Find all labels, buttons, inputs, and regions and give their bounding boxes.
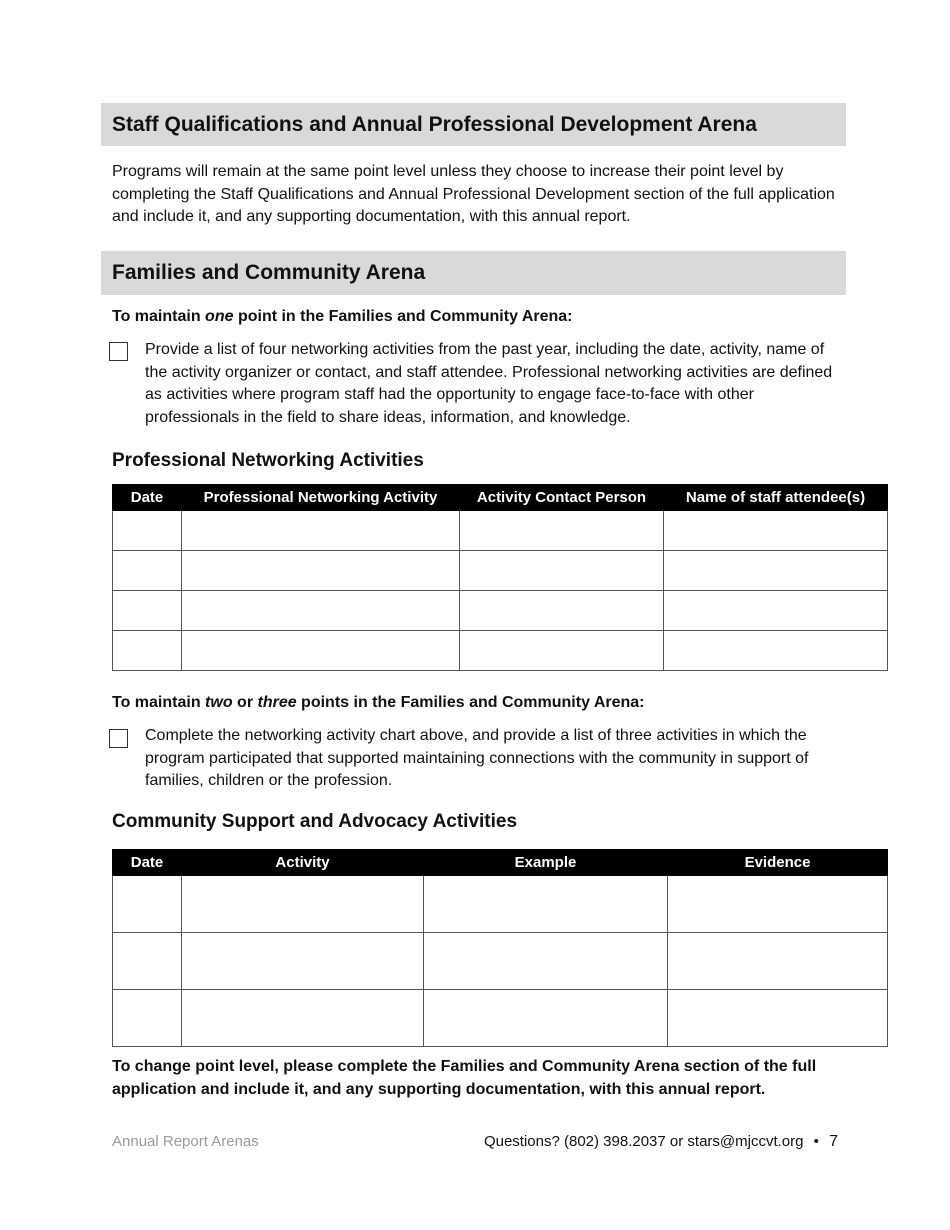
one-point-prefix: To maintain — [112, 308, 206, 325]
table-cell[interactable] — [668, 990, 888, 1047]
community-table-title: Community Support and Advocacy Activities — [112, 811, 518, 832]
table-row — [113, 876, 888, 933]
community-header-date: Date — [113, 850, 182, 876]
table-cell[interactable] — [182, 551, 460, 591]
table-row — [113, 511, 888, 551]
table-cell[interactable] — [460, 551, 664, 591]
table-row — [113, 990, 888, 1047]
staff-section-title: Staff Qualifications and Annual Professional Development Arena — [112, 112, 757, 136]
table-cell[interactable] — [460, 511, 664, 551]
networking-table — [112, 484, 888, 671]
networking-header-contact: Activity Contact Person — [460, 485, 664, 511]
one-point-suffix: point in the Families and Community Arena: — [233, 308, 573, 325]
one-point-emphasis: one — [205, 308, 234, 325]
table-cell[interactable] — [113, 511, 182, 551]
table-cell[interactable] — [182, 990, 424, 1047]
staff-section-body: Programs will remain at the same point level unless they choose to increase their point level by completing the Staff Qualifications and Annual Professional Development section of the full application and include it, and any supporting documentation, with this annual report. — [112, 163, 835, 225]
table-cell[interactable] — [424, 876, 668, 933]
two-three-mid: or — [232, 694, 258, 711]
table-cell[interactable] — [668, 876, 888, 933]
community-table-header-row — [113, 850, 888, 876]
closing-note: To change point level, please complete the Families and Community Arena section of the full application and include it, and any supporting documentation, with this annual report. — [112, 1058, 817, 1098]
table-cell[interactable] — [460, 591, 664, 631]
table-cell[interactable] — [113, 876, 182, 933]
table-row — [113, 551, 888, 591]
table-cell[interactable] — [182, 876, 424, 933]
families-section-title: Families and Community Arena — [112, 261, 426, 284]
table-cell[interactable] — [424, 990, 668, 1047]
networking-table-header-row — [113, 485, 888, 511]
footer-contact: Questions? (802) 398.2037 or stars@mjccvt.org — [483, 1133, 804, 1150]
community-table — [112, 849, 888, 1047]
table-cell[interactable] — [113, 591, 182, 631]
table-cell[interactable] — [424, 933, 668, 990]
table-row — [113, 591, 888, 631]
page-number: 7 — [829, 1133, 838, 1150]
table-cell[interactable] — [668, 933, 888, 990]
table-cell[interactable] — [113, 933, 182, 990]
table-row — [113, 631, 888, 671]
staff-section-heading — [101, 103, 846, 146]
two-three-points-heading — [112, 694, 645, 712]
table-cell[interactable] — [182, 631, 460, 671]
three-emphasis: three — [257, 694, 297, 711]
networking-header-date: Date — [113, 485, 182, 511]
table-cell[interactable] — [182, 933, 424, 990]
table-cell[interactable] — [113, 551, 182, 591]
two-three-suffix: points in the Families and Community Arena: — [296, 694, 645, 711]
community-header-example: Example — [424, 850, 668, 876]
table-row — [113, 933, 888, 990]
networking-table-title: Professional Networking Activities — [112, 450, 424, 471]
footer-contact-block — [484, 1133, 838, 1151]
two-emphasis: two — [205, 694, 233, 711]
one-point-item-text: Provide a list of four networking activities from the past year, including the date, activity, name of the activity organizer or contact, and staff attendee. Professional networking activities are defined as activities where program staff had the opportunity to engage face-to-face with other professionals in the field to share ideas, information, and knowledge. — [145, 341, 833, 426]
two-three-points-item-text: Complete the networking activity chart above, and provide a list of three activities in which the program participated that supported maintaining connections with the community in support of families, children or the profession. — [145, 727, 809, 789]
footer-document-title: Annual Report Arenas — [112, 1133, 259, 1150]
networking-header-attendee: Name of staff attendee(s) — [664, 485, 888, 511]
table-cell[interactable] — [664, 631, 888, 671]
table-cell[interactable] — [113, 631, 182, 671]
table-cell[interactable] — [182, 511, 460, 551]
table-cell[interactable] — [460, 631, 664, 671]
table-cell[interactable] — [113, 990, 182, 1047]
community-header-activity: Activity — [182, 850, 424, 876]
two-three-points-checkbox[interactable] — [109, 729, 128, 748]
two-three-prefix: To maintain — [112, 694, 206, 711]
table-cell[interactable] — [664, 591, 888, 631]
community-header-evidence: Evidence — [668, 850, 888, 876]
one-point-checkbox[interactable] — [109, 342, 128, 361]
footer-bullet: • — [813, 1133, 819, 1150]
table-cell[interactable] — [664, 511, 888, 551]
networking-header-activity: Professional Networking Activity — [182, 485, 460, 511]
families-section-heading — [101, 251, 846, 295]
table-cell[interactable] — [182, 591, 460, 631]
table-cell[interactable] — [664, 551, 888, 591]
one-point-heading — [112, 308, 573, 326]
